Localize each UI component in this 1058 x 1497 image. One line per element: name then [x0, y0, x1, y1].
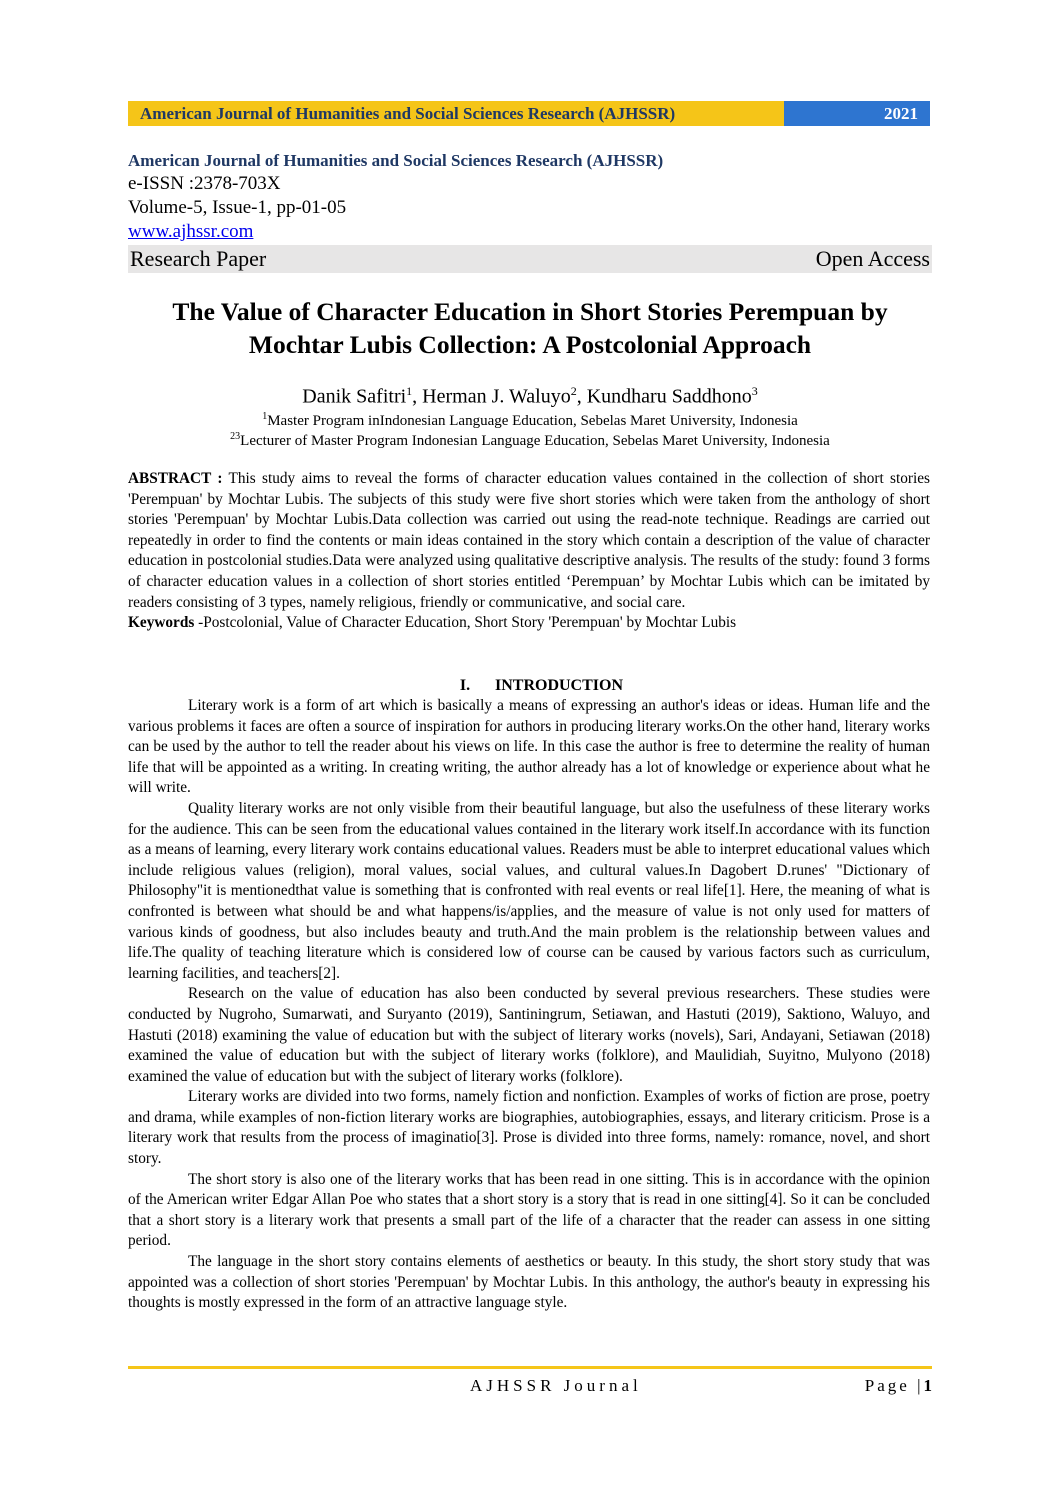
body-paragraph: The short story is also one of the literary works that has been read in one sitting. This is in accordance with the opinion of the American writer Edgar Allan Poe who states that a short story is a story that is read in one sitting[4]. So it can be concluded that a short story is a literary work that presents a small part of the life of a character that the reader can assess in one sitting period.	[128, 1170, 930, 1250]
issn: e-ISSN :2378-703X	[128, 173, 281, 194]
abstract-paragraph	[128, 469, 930, 613]
author-1: Danik Safitri	[302, 385, 407, 408]
author-2: Herman J. Waluyo	[422, 385, 571, 408]
affiliation-1-sup: 1	[262, 411, 268, 422]
affiliation-2	[128, 428, 932, 450]
introduction-body	[128, 696, 930, 1314]
abstract	[128, 469, 930, 634]
paper-type: Research Paper	[130, 246, 267, 271]
footer-divider	[128, 1366, 932, 1369]
footer-page-number: 1	[923, 1376, 932, 1395]
author-3-sup: 3	[751, 384, 758, 398]
journal-info-block	[128, 149, 932, 273]
paper-title-line-1: The Value of Character Education in Short Stories Perempuan by	[172, 297, 888, 326]
footer-journal: AJHSSR Journal	[470, 1376, 642, 1395]
volume-issue: Volume-5, Issue-1, pp-01-05	[128, 197, 347, 218]
author-separator: ,	[576, 385, 587, 408]
paper-type-bar	[128, 245, 932, 273]
keywords-text: -Postcolonial, Value of Character Education, Short Story 'Perempuan' by Mochtar Lubis	[194, 614, 737, 632]
abstract-label: ABSTRACT :	[128, 470, 223, 487]
body-paragraph: Literary works are divided into two forms, namely fiction and nonfiction. Examples of works of fiction are prose, poetry and drama, while examples of non-fiction literary works are biographies, autobiographies, essays, and literary criticism. Prose is a literary work that results from the process of imaginatio[3]. Prose is divided into three forms, namely: romance, novel, and short story.	[128, 1088, 930, 1168]
keywords-label: Keywords	[128, 614, 195, 632]
website-link[interactable]: www.ajhssr.com	[128, 221, 254, 242]
paper-title-line-2: Mochtar Lubis Collection: A Postcolonial Approach	[248, 330, 812, 359]
access-type: Open Access	[815, 246, 930, 271]
body-paragraph: Quality literary works are not only visible from their beautiful language, but also the usefulness of these literary works for the audience. This can be seen from the educational values contained in the literary work itself.In accordance with its function as a means of learning, every literary work contains educational values. Readers must be able to interpret educational values which include religious values (religion), moral values, social values, and cultural values.In Dagobert D.runes' "Dictionary of Philosophy"it is mentionedthat value is something that is confronted with real events or real life[1]. Here, the meaning of what is confronted is between what should be and what happens/is/applies, and the measure of value is not only used for matters of various kinds of goodness, but also includes beauty and truth.And the main problem is the relationship between values and life.The quality of teaching literature which is considered low of course can be caused by various factors such as curriculum, learning facilities, and teachers[2].	[128, 799, 930, 982]
affiliation-1-text: Master Program inIndonesian Language Education, Sebelas Maret University, Indonesia	[267, 413, 798, 429]
author-1-sup: 1	[406, 384, 413, 398]
body-paragraph: Literary work is a form of art which is basically a means of expressing an author's ideas or ideas. Human life and the various problems it faces are often a source of inspiration for authors in producing literary works.On the other hand, literary works can be used by the author to tell the reader about his views on life. In this case the author is free to determine the reality of human life that will be appointed as a writing. In creating writing, the author already has a lot of knowledge or experience about what he will write.	[128, 697, 930, 797]
body-paragraph: Research on the value of education has also been conducted by several previous researchers. These studies were conducted by Nugroho, Sumarwati, and Suryanto (2019), Santiningrum, Setiawan, and Hastuti (2019), Saktiono, Waluyo, and Hastuti (2018) examining the value of education but with the subject of literary works (novels), Sari, Andayani, Setiawan (2018) examined the value of education but with the subject of literary works (folklore), and Maulidiah, Suyitno, Mulyono (2018) examined the value of education but with the subject of literary works (folklore).	[128, 985, 930, 1085]
running-header	[128, 101, 930, 126]
footer-page	[865, 1375, 932, 1397]
abstract-text: This study aims to reveal the forms of character education values contained in the collection of short stories 'Perempuan' by Mochtar Lubis. The subjects of this study were five short stories which were taken from the anthology of short stories 'Perempuan' by Mochtar Lubis.Data collection was carried out using the read-note technique. Readings are carried out repeatedly in order to find the contents or main ideas contained in the story which contain a description of the value of character education in postcolonial studies.Data were analyzed using qualitative descriptive analysis. The results of the study: found 3 forms of character education values in a collection of short stories entitled ‘Perempuan’ by Mochtar Lubis which can be imitated by readers consisting of 3 types, namely religious, friendly or communicative, and social care.	[128, 470, 930, 611]
running-header-journal: American Journal of Humanities and Social Sciences Research (AJHSSR)	[128, 101, 784, 126]
footer-page-label: Page |	[864, 1376, 924, 1395]
section-title: INTRODUCTION	[494, 677, 623, 694]
section-number: I.	[459, 677, 471, 694]
author-separator: ,	[412, 385, 423, 408]
keywords	[128, 613, 930, 634]
author-list	[128, 378, 932, 410]
affiliation-2-sup: 23	[230, 431, 241, 442]
author-2-sup: 2	[570, 384, 577, 398]
author-3: Kundharu Saddhono	[586, 385, 752, 408]
running-header-year: 2021	[784, 101, 930, 126]
paper-title	[100, 295, 960, 361]
affiliation-2-text: Lecturer of Master Program Indonesian Language Education, Sebelas Maret University, Indonesia	[240, 433, 830, 449]
journal-name: American Journal of Humanities and Social Sciences Research (AJHSSR)	[128, 151, 664, 170]
body-paragraph: The language in the short story contains elements of aesthetics or beauty. In this study, the short story study that was appointed was a collection of short stories 'Perempuan' by Mochtar Lubis. In this anthology, the author's beauty in expressing his thoughts is mostly expressed in the form of an attractive language style.	[128, 1253, 930, 1312]
affiliation-1	[128, 408, 932, 430]
section-heading	[128, 676, 930, 696]
